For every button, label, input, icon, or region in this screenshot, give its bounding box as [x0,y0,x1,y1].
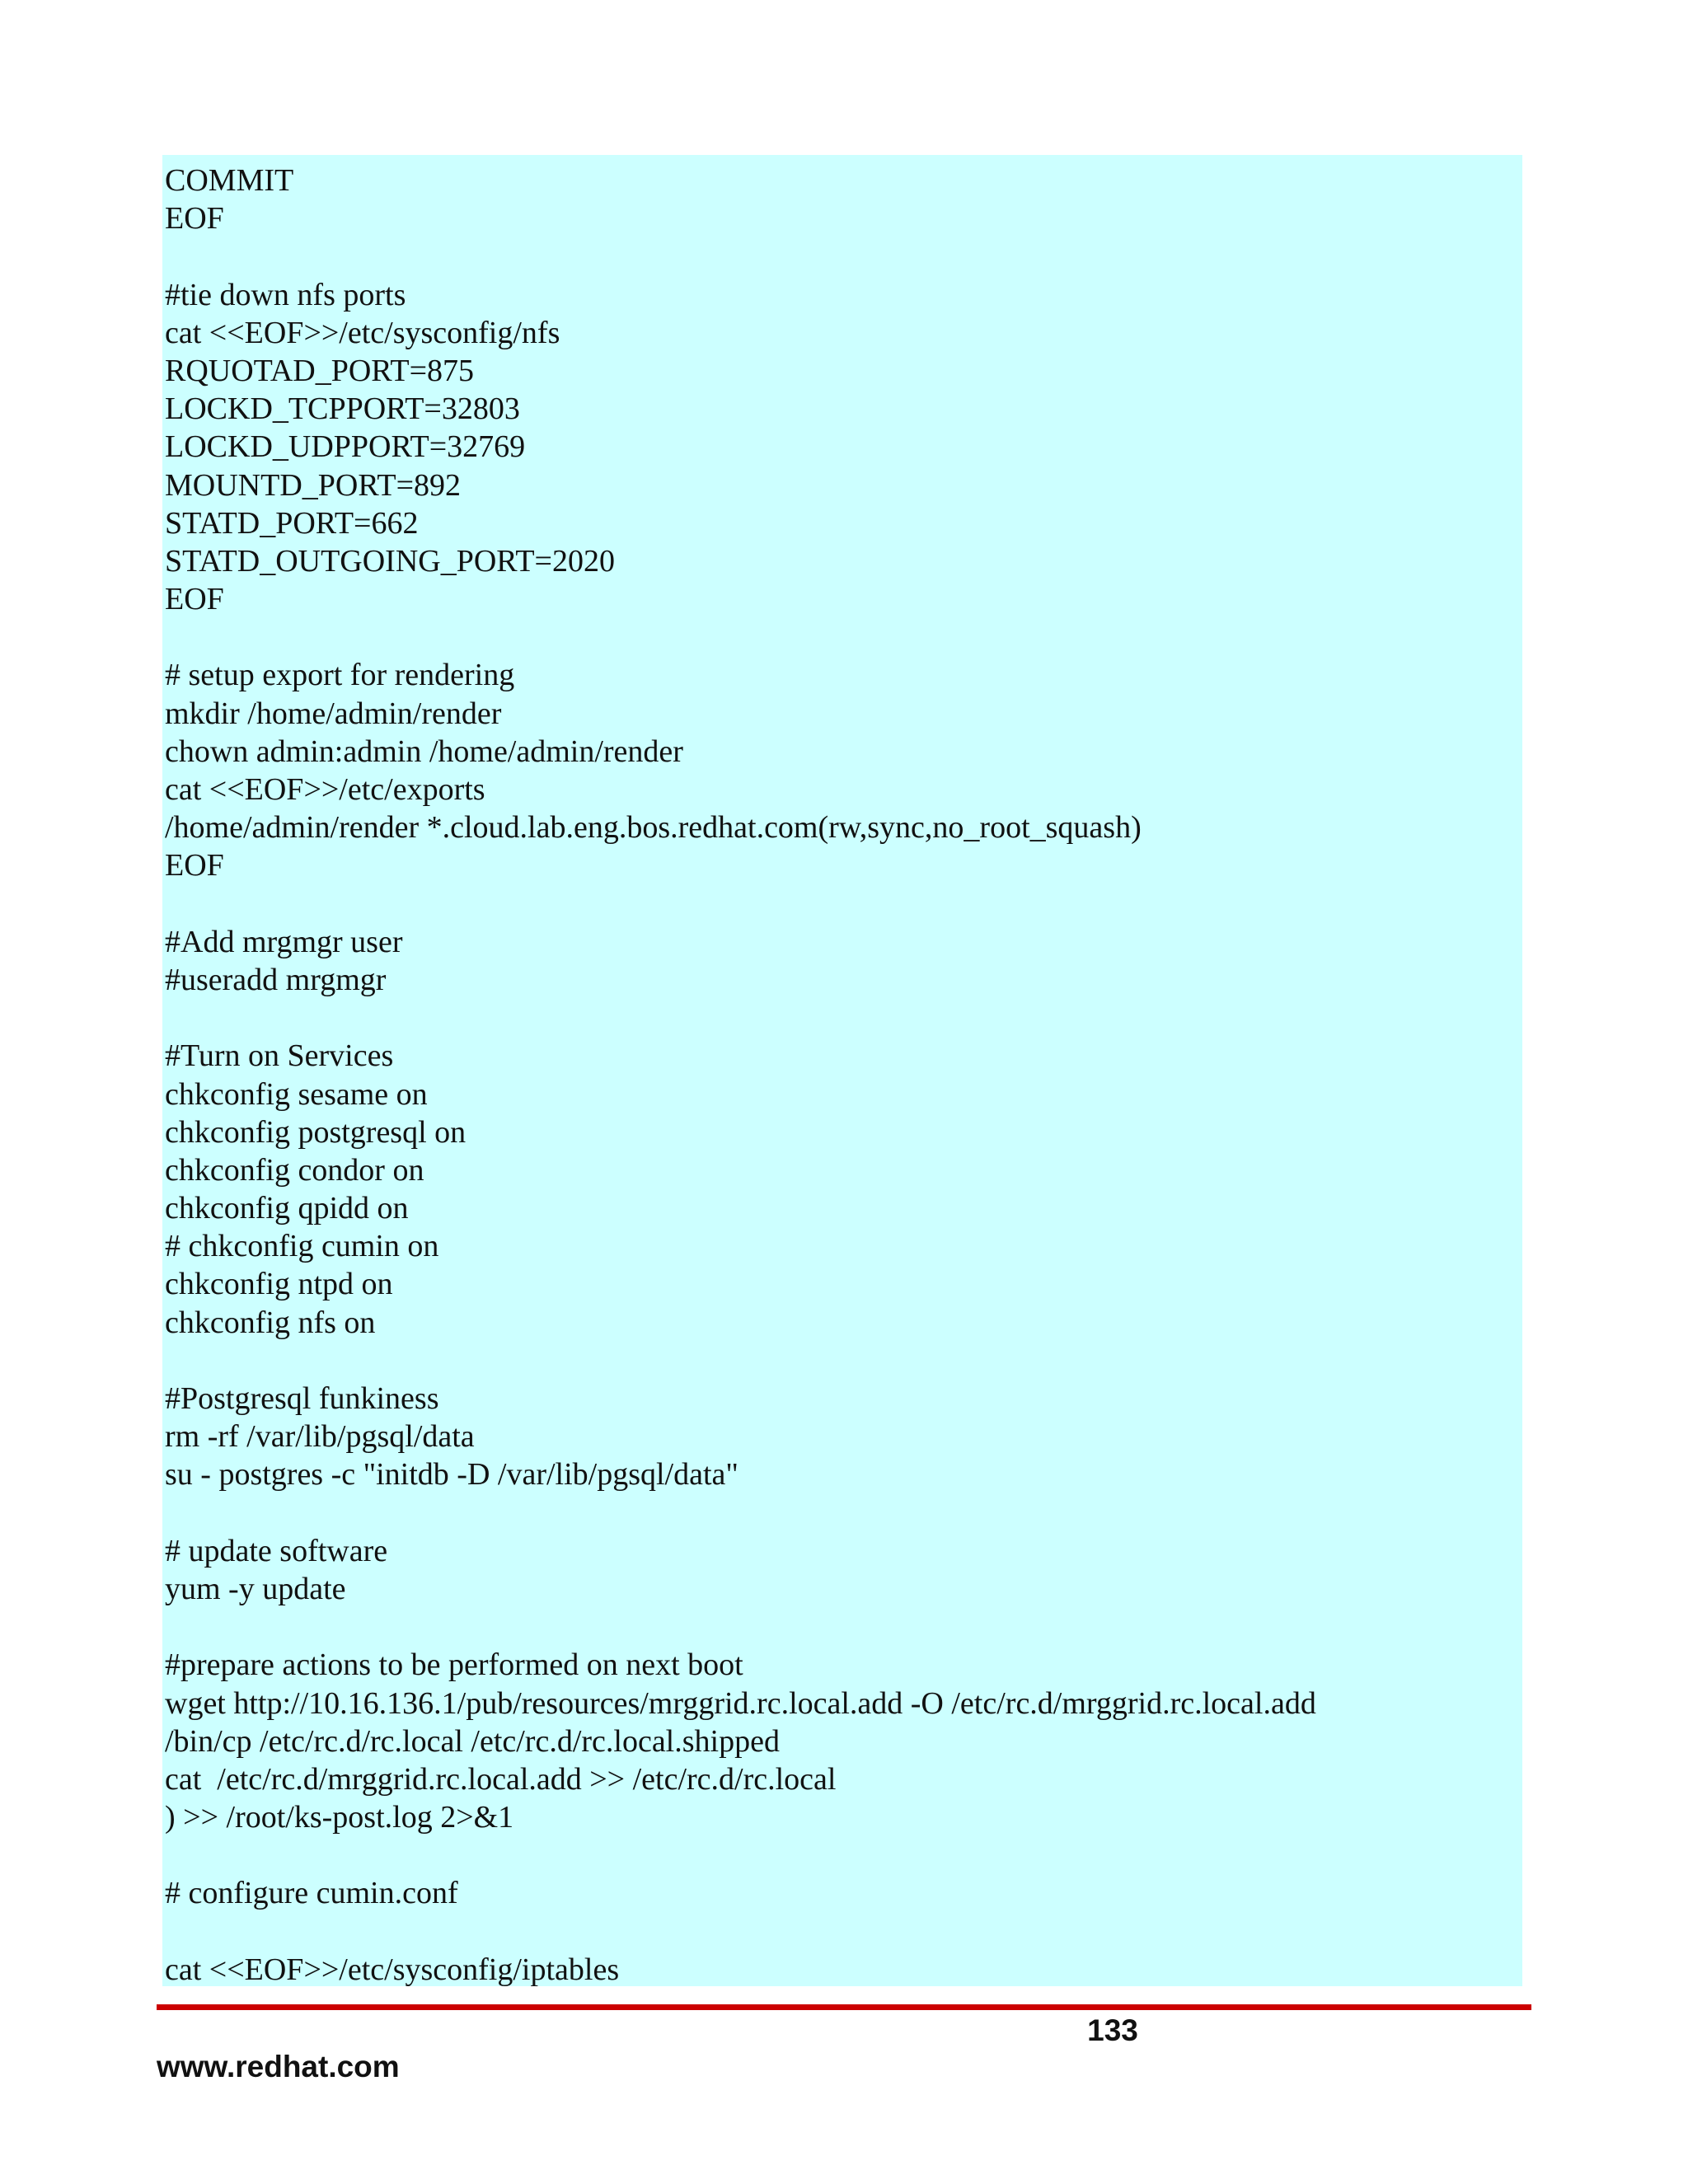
code-line [165,237,1522,275]
code-line: cat /etc/rc.d/mrggrid.rc.local.add >> /etc/rc.d/rc.local [165,1761,837,1797]
code-line: # configure cumin.conf [165,1876,458,1911]
code-line [165,1342,1522,1380]
code-line: EOF [165,201,224,237]
code-line: chkconfig ntpd on [165,1267,393,1302]
code-line: chkconfig nfs on [165,1305,376,1340]
code-line: cat <<EOF>>/etc/exports [165,772,485,807]
code-line: STATD_OUTGOING_PORT=2020 [165,543,615,579]
code-line: # chkconfig cumin on [165,1229,439,1264]
code-line [165,1608,1522,1646]
code-line: chkconfig sesame on [165,1076,428,1112]
code-line [165,885,1522,923]
code-line: yum -y update [165,1571,346,1606]
code-line: chkconfig condor on [165,1152,424,1188]
code-line: ) >> /root/ks-post.log 2>&1 [165,1800,514,1835]
code-line: #Add mrgmgr user [165,924,403,959]
code-line: # setup export for rendering [165,658,515,693]
code-line: /bin/cp /etc/rc.d/rc.local /etc/rc.d/rc.local.shipped [165,1723,780,1759]
code-line: su - postgres -c "initdb -D /var/lib/pgsql/data" [165,1457,738,1493]
code-line: STATD_PORT=662 [165,505,419,541]
code-line: MOUNTD_PORT=892 [165,467,462,503]
code-line: cat <<EOF>>/etc/sysconfig/iptables [165,1952,620,1987]
code-line: chkconfig postgresql on [165,1114,467,1150]
code-line: #useradd mrgmgr [165,962,387,997]
code-line: LOCKD_TCPPORT=32803 [165,391,520,427]
code-line: LOCKD_UDPPORT=32769 [165,429,526,465]
code-line: chown admin:admin /home/admin/render [165,733,683,769]
footer-url: www.redhat.com [157,2050,400,2083]
code-line: #prepare actions to be performed on next boot [165,1647,743,1683]
code-line [165,1836,1522,1874]
footer-divider [157,2004,1531,2010]
code-line: chkconfig qpidd on [165,1191,409,1226]
code-line: /home/admin/render *.cloud.lab.eng.bos.redhat.com(rw,sync,no_root_squash) [165,810,1142,846]
code-line: # update software [165,1533,388,1568]
code-line [165,1494,1522,1532]
code-line: #Postgresql funkiness [165,1381,439,1416]
code-line [165,999,1522,1037]
code-line: mkdir /home/admin/render [165,696,502,731]
code-line: EOF [165,582,224,617]
code-line: RQUOTAD_PORT=875 [165,353,475,388]
code-line [165,618,1522,656]
code-line: cat <<EOF>>/etc/sysconfig/nfs [165,315,560,350]
page-number: 133 [1087,2013,1138,2047]
code-line: rm -rf /var/lib/pgsql/data [165,1419,475,1455]
code-block [162,155,1522,1986]
code-line: #tie down nfs ports [165,277,406,312]
code-line: EOF [165,848,224,883]
code-line: COMMIT [165,163,294,198]
code-line: #Turn on Services [165,1038,394,1074]
code-line [165,1913,1522,1951]
code-line: wget http://10.16.136.1/pub/resources/mrggrid.rc.local.add -O /etc/rc.d/mrggrid.rc.local.add [165,1685,1316,1721]
